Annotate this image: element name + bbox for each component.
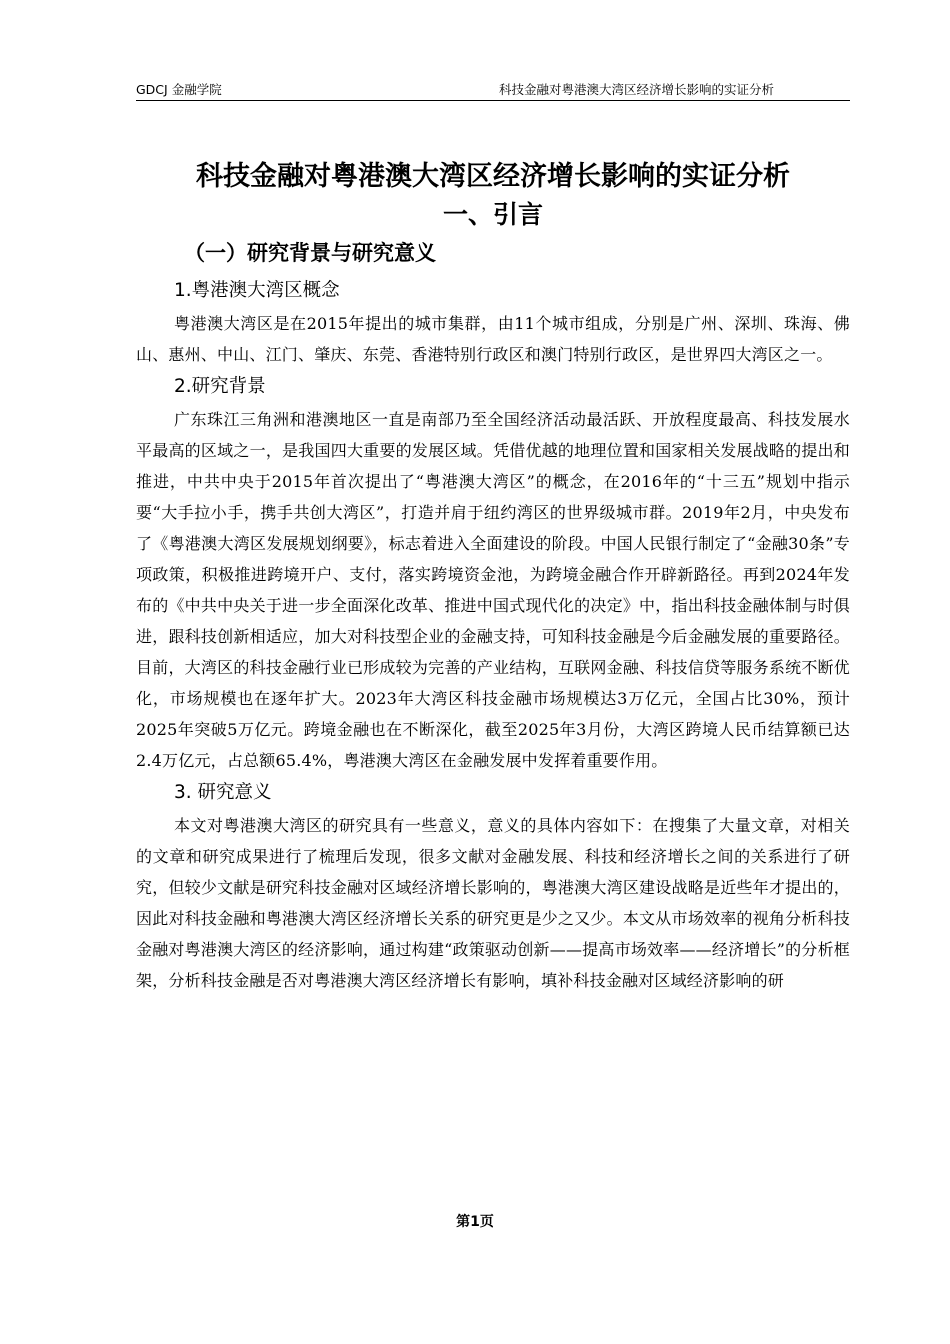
page-header bbox=[136, 80, 852, 100]
header-divider bbox=[136, 100, 850, 101]
document-title: 科技金融对粤港澳大湾区经济增长影响的实证分析 bbox=[196, 161, 790, 192]
paragraph-background: 广东珠江三角洲和港澳地区一直是南部乃至全国经济活动最活跃、开放程度最高、科技发展水平最高的区域之一，是我国四大重要的发展区域。凭借优越的地理位置和国家相关发展战略的提出和推进，中共中央于2015年首次提出了“粤港澳大湾区”的概念，在2016年的“十三五”规划中指示要“大手拉小手，携手共创大湾区”，打造并肩于纽约湾区的世界级城市群。2019年2月，中央发布了《粤港澳大湾区发展规划纲要》，标志着进入全面建设的阶段。中国人民银行制定了“金融30条”专项政策，积极推进跨境开户、支付，落实跨境资金池，为跨境金融合作开辟新路径。再到2024年发布的《中共中央关于进一步全面深化改革、推进中国式现代化的决定》中，指出科技金融体制与时俱进，跟科技创新相适应，加大对科技型企业的金融支持，可知科技金融是今后金融发展的重要路径。目前，大湾区的科技金融行业已形成较为完善的产业结构，互联网金融、科技信贷等服务系统不断优化，市场规模也在逐年扩大。2023年大湾区科技金融市场规模达3万亿元，全国占比30%，预计2025年突破5万亿元。跨境金融也在不断深化，截至2025年3月份，大湾区跨境人民币结算额已达2.4万亿元，占总额65.4%，粤港澳大湾区在金融发展中发挥着重要作用。 bbox=[136, 410, 850, 770]
document-body bbox=[136, 156, 850, 996]
page-number: 第1页 bbox=[456, 1214, 494, 1230]
paragraph-concept: 粤港澳大湾区是在2015年提出的城市集群，由11个城市组成，分别是广州、深圳、珠海、佛山、惠州、中山、江门、肇庆、东莞、香港特别行政区和澳门特别行政区，是世界四大湾区之一。 bbox=[136, 314, 850, 364]
item-heading-significance: 3. 研究意义 bbox=[174, 782, 272, 803]
item-heading-background: 2.研究背景 bbox=[174, 376, 266, 397]
paragraph-significance: 本文对粤港澳大湾区的研究具有一些意义，意义的具体内容如下：在搜集了大量文章，对相关的文章和研究成果进行了梳理后发现，很多文献对金融发展、科技和经济增长之间的关系进行了研究，但较少文献是研究科技金融对区域经济增长影响的，粤港澳大湾区建设战略是近些年才提出的，因此对科技金融和粤港澳大湾区经济增长关系的研究更是少之又少。本文从市场效率的视角分析科技金融对粤港澳大湾区的经济影响，通过构建“政策驱动创新——提高市场效率——经济增长”的分析框架，分析科技金融是否对粤港澳大湾区经济增长有影响，填补科技金融对区域经济影响的研 bbox=[136, 816, 850, 990]
section-heading: 一、引言 bbox=[442, 200, 543, 229]
header-left-text: GDCJ 金融学院 bbox=[136, 82, 222, 97]
header-right-text: 科技金融对粤港澳大湾区经济增长影响的实证分析 bbox=[498, 82, 774, 97]
item-heading-concept: 1.粤港澳大湾区概念 bbox=[174, 280, 340, 301]
subsection-heading: （一）研究背景与研究意义 bbox=[184, 241, 436, 265]
